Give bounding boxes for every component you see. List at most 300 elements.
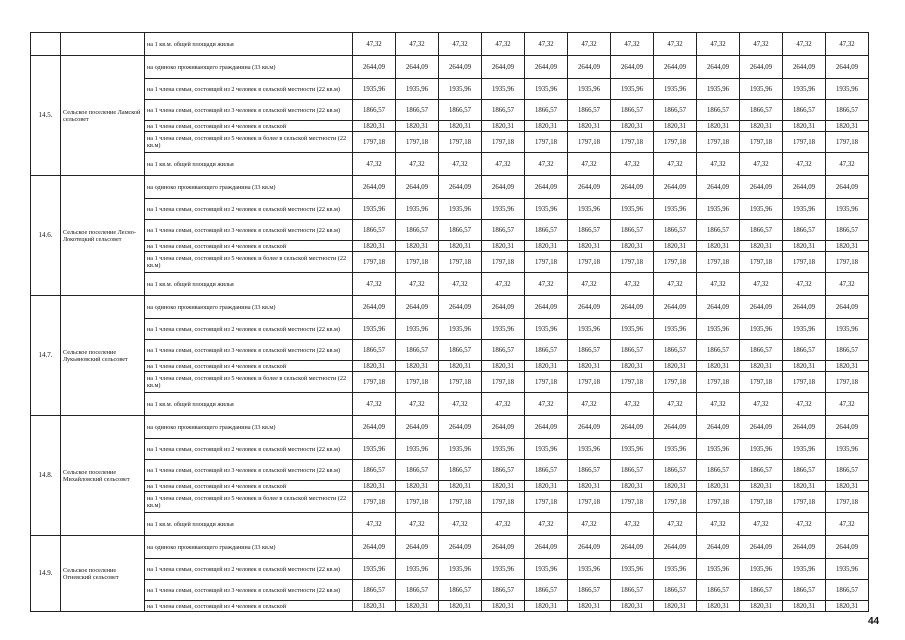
rate-value-cell: 1935,96: [783, 79, 826, 100]
settlement-name: Сельское поселение Лукьяновский сельсовет: [61, 296, 145, 416]
rate-value-cell: 1797,18: [740, 492, 783, 513]
rate-value-cell: 47,32: [525, 273, 568, 296]
rate-value-cell: 1797,18: [611, 492, 654, 513]
rate-value-cell: 1935,96: [439, 79, 482, 100]
rate-description: на 1 члена семьи, состоящей из 5 человек и более в сельской местности (22 кв.м): [145, 252, 353, 273]
rate-value-cell: 1935,96: [482, 199, 525, 220]
rate-value-cell: 47,32: [396, 33, 439, 56]
rate-value-cell: 47,32: [654, 273, 697, 296]
rate-value-cell: 47,32: [740, 153, 783, 176]
rate-value-cell: 1820,31: [826, 481, 869, 492]
table-row: [31, 220, 869, 241]
rate-value-cell: 1935,96: [654, 319, 697, 340]
rate-value-cell: 1797,18: [654, 132, 697, 153]
rate-value-cell: 2644,09: [654, 536, 697, 559]
rate-value-cell: 1820,31: [826, 361, 869, 372]
settlement-name: Сельское поселение Огневский сельсовет: [61, 536, 145, 612]
rate-description: на одиноко проживающего гражданина (33 кв.м): [145, 536, 353, 559]
rate-value-cell: 1935,96: [740, 199, 783, 220]
rate-value-cell: 1820,31: [740, 361, 783, 372]
rate-description: на 1 члена семьи, состоящей из 3 человек в сельской местности (22 кв.м): [145, 340, 353, 361]
rate-value-cell: 1935,96: [439, 199, 482, 220]
rate-value-cell: 1820,31: [697, 481, 740, 492]
rate-value-cell: 1820,31: [697, 601, 740, 612]
rate-description: на 1 члена семьи, состоящей из 3 человек в сельской местности (22 кв.м): [145, 220, 353, 241]
rate-value-cell: 47,32: [611, 33, 654, 56]
rate-value-cell: 1820,31: [697, 361, 740, 372]
rate-value-cell: 47,32: [826, 273, 869, 296]
rate-value-cell: 1797,18: [740, 132, 783, 153]
rate-value-cell: 1935,96: [826, 79, 869, 100]
rate-value-cell: 1935,96: [697, 199, 740, 220]
rate-value-cell: 1866,57: [482, 220, 525, 241]
rate-value-cell: 1820,31: [525, 361, 568, 372]
rate-value-cell: 1820,31: [396, 121, 439, 132]
rate-value-cell: 47,32: [396, 153, 439, 176]
rate-value-cell: 47,32: [740, 513, 783, 536]
rate-value-cell: 2644,09: [697, 416, 740, 439]
rate-value-cell: 2644,09: [396, 56, 439, 79]
rate-value-cell: 1797,18: [568, 252, 611, 273]
rate-value-cell: 1797,18: [525, 372, 568, 393]
rate-value-cell: 1820,31: [525, 481, 568, 492]
rate-value-cell: 47,32: [568, 33, 611, 56]
rate-value-cell: 1935,96: [697, 319, 740, 340]
table-row: [31, 416, 869, 439]
table-row: [31, 559, 869, 580]
rate-value-cell: 1820,31: [482, 361, 525, 372]
rate-description: на 1 члена семьи, состоящей из 4 человек в сельской: [145, 361, 353, 372]
rate-value-cell: 1866,57: [353, 220, 396, 241]
rate-description: на одиноко проживающего гражданина (33 кв.м): [145, 176, 353, 199]
rate-value-cell: 1820,31: [353, 121, 396, 132]
rate-value-cell: 1820,31: [525, 601, 568, 612]
rate-value-cell: 1935,96: [740, 79, 783, 100]
row-index: 14.9.: [31, 536, 61, 612]
rate-description: на одиноко проживающего гражданина (33 кв.м): [145, 56, 353, 79]
rate-value-cell: 1797,18: [826, 492, 869, 513]
rate-value-cell: 2644,09: [654, 296, 697, 319]
table-row: [31, 199, 869, 220]
rate-value-cell: 1820,31: [482, 601, 525, 612]
table-row: [31, 132, 869, 153]
rate-value-cell: 2644,09: [396, 176, 439, 199]
rate-value-cell: 1935,96: [568, 199, 611, 220]
rate-value-cell: 1820,31: [568, 361, 611, 372]
rate-value-cell: 1820,31: [353, 601, 396, 612]
rate-value-cell: 1866,57: [654, 100, 697, 121]
rate-value-cell: 1866,57: [353, 460, 396, 481]
rate-value-cell: 1797,18: [482, 132, 525, 153]
rate-value-cell: 1866,57: [482, 580, 525, 601]
rate-value-cell: 1866,57: [783, 340, 826, 361]
rate-description: на одиноко проживающего гражданина (33 кв.м): [145, 296, 353, 319]
rate-description: на 1 члена семьи, состоящей из 4 человек в сельской: [145, 241, 353, 252]
rate-value-cell: 1935,96: [525, 559, 568, 580]
settlement-name: Сельское поселение Михайловский сельсовет: [61, 416, 145, 536]
rate-value-cell: 1820,31: [783, 481, 826, 492]
table-row: [31, 439, 869, 460]
rate-value-cell: 47,32: [525, 513, 568, 536]
rate-value-cell: 1866,57: [740, 100, 783, 121]
rate-value-cell: 2644,09: [611, 56, 654, 79]
table-row: [31, 372, 869, 393]
rate-value-cell: 47,32: [783, 273, 826, 296]
rate-value-cell: 2644,09: [826, 56, 869, 79]
rate-value-cell: 1866,57: [740, 460, 783, 481]
rate-value-cell: 2644,09: [439, 296, 482, 319]
table-row: [31, 273, 869, 296]
table-row: [31, 319, 869, 340]
row-index: [31, 33, 61, 56]
rate-value-cell: 1866,57: [654, 340, 697, 361]
table-row: [31, 492, 869, 513]
rate-description: на одиноко проживающего гражданина (33 кв.м): [145, 416, 353, 439]
rate-value-cell: 1820,31: [654, 601, 697, 612]
rate-value-cell: 1935,96: [783, 319, 826, 340]
rate-value-cell: 1797,18: [697, 132, 740, 153]
settlement-name: Сельское поселение Ламской сельсовет: [61, 56, 145, 176]
rate-value-cell: 47,32: [439, 273, 482, 296]
rate-value-cell: 2644,09: [783, 416, 826, 439]
rate-value-cell: 1866,57: [611, 100, 654, 121]
rate-value-cell: 47,32: [826, 393, 869, 416]
rate-value-cell: 1820,31: [482, 121, 525, 132]
rate-value-cell: 2644,09: [697, 176, 740, 199]
rate-value-cell: 47,32: [482, 33, 525, 56]
rate-value-cell: 2644,09: [826, 296, 869, 319]
rate-value-cell: 1820,31: [740, 481, 783, 492]
rate-value-cell: 1797,18: [439, 252, 482, 273]
rate-value-cell: 47,32: [611, 273, 654, 296]
rate-value-cell: 2644,09: [783, 56, 826, 79]
table-row: [31, 241, 869, 252]
rate-value-cell: 1866,57: [439, 340, 482, 361]
rate-value-cell: 1797,18: [654, 372, 697, 393]
rate-value-cell: 1935,96: [439, 439, 482, 460]
rate-value-cell: 1820,31: [826, 121, 869, 132]
rate-value-cell: 47,32: [525, 393, 568, 416]
rate-value-cell: 1820,31: [611, 121, 654, 132]
rate-value-cell: 2644,09: [740, 56, 783, 79]
rate-description: на 1 члена семьи, состоящей из 4 человек в сельской: [145, 481, 353, 492]
rate-value-cell: 1935,96: [396, 199, 439, 220]
rate-value-cell: 47,32: [439, 153, 482, 176]
rate-value-cell: 1820,31: [439, 241, 482, 252]
rate-value-cell: 2644,09: [525, 536, 568, 559]
rate-value-cell: 1820,31: [353, 241, 396, 252]
rate-value-cell: 1820,31: [740, 121, 783, 132]
rate-value-cell: 2644,09: [525, 176, 568, 199]
rate-value-cell: 47,32: [697, 393, 740, 416]
table-row: [31, 580, 869, 601]
rate-value-cell: 1797,18: [482, 372, 525, 393]
rate-value-cell: 2644,09: [740, 176, 783, 199]
rate-value-cell: 47,32: [353, 273, 396, 296]
rate-value-cell: 47,32: [396, 273, 439, 296]
rate-value-cell: 47,32: [783, 153, 826, 176]
rate-value-cell: 1866,57: [568, 220, 611, 241]
rate-value-cell: 1866,57: [783, 220, 826, 241]
rate-value-cell: 47,32: [654, 153, 697, 176]
table-row: [31, 100, 869, 121]
rate-value-cell: 1820,31: [697, 241, 740, 252]
rate-value-cell: 2644,09: [482, 416, 525, 439]
table-row: [31, 33, 869, 56]
rate-value-cell: 1935,96: [654, 439, 697, 460]
rate-value-cell: 2644,09: [611, 176, 654, 199]
rate-value-cell: 1797,18: [439, 132, 482, 153]
rate-value-cell: 1866,57: [439, 100, 482, 121]
table-row: [31, 393, 869, 416]
rate-value-cell: 1935,96: [783, 439, 826, 460]
rate-value-cell: 1820,31: [482, 241, 525, 252]
rate-value-cell: 47,32: [654, 33, 697, 56]
rate-value-cell: 2644,09: [353, 416, 396, 439]
rate-value-cell: 2644,09: [783, 176, 826, 199]
rate-value-cell: 1935,96: [568, 79, 611, 100]
rate-value-cell: 1935,96: [396, 79, 439, 100]
rate-value-cell: 2644,09: [482, 56, 525, 79]
rate-value-cell: 47,32: [568, 513, 611, 536]
rate-value-cell: 47,32: [740, 393, 783, 416]
table-row: [31, 252, 869, 273]
rate-value-cell: 47,32: [568, 273, 611, 296]
rate-value-cell: 1866,57: [697, 100, 740, 121]
rate-value-cell: 2644,09: [482, 176, 525, 199]
rate-value-cell: 1820,31: [611, 241, 654, 252]
rate-value-cell: 1866,57: [783, 460, 826, 481]
rate-value-cell: 1935,96: [740, 319, 783, 340]
rate-value-cell: 1797,18: [611, 372, 654, 393]
rate-description: на 1 члена семьи, состоящей из 2 человек в сельской местности (22 кв.м): [145, 319, 353, 340]
rate-value-cell: 47,32: [697, 273, 740, 296]
rate-value-cell: 2644,09: [611, 536, 654, 559]
rate-value-cell: 1820,31: [826, 601, 869, 612]
rate-value-cell: 1797,18: [654, 252, 697, 273]
rate-value-cell: 1866,57: [611, 340, 654, 361]
rate-value-cell: 1935,96: [439, 319, 482, 340]
rate-value-cell: 1866,57: [353, 100, 396, 121]
rate-value-cell: 1866,57: [396, 580, 439, 601]
rate-value-cell: 47,32: [611, 513, 654, 536]
rate-value-cell: 47,32: [826, 513, 869, 536]
rate-value-cell: 1820,31: [654, 121, 697, 132]
rate-value-cell: 47,32: [525, 33, 568, 56]
rate-description: на 1 кв.м. общей площади жилья: [145, 273, 353, 296]
rate-value-cell: 2644,09: [740, 296, 783, 319]
rate-value-cell: 47,32: [439, 33, 482, 56]
rate-value-cell: 1866,57: [568, 460, 611, 481]
rate-value-cell: 1820,31: [740, 241, 783, 252]
rate-description: на 1 кв.м. общей площади жилья: [145, 393, 353, 416]
rate-description: на 1 члена семьи, состоящей из 2 человек в сельской местности (22 кв.м): [145, 439, 353, 460]
rate-value-cell: 1797,18: [525, 252, 568, 273]
rate-description: на 1 члена семьи, состоящей из 4 человек в сельской: [145, 121, 353, 132]
rate-value-cell: 2644,09: [783, 536, 826, 559]
rate-value-cell: 47,32: [697, 153, 740, 176]
rate-value-cell: 1935,96: [568, 559, 611, 580]
rate-value-cell: 1820,31: [654, 481, 697, 492]
rate-value-cell: 1820,31: [439, 601, 482, 612]
rate-value-cell: 47,32: [654, 393, 697, 416]
rate-value-cell: 1866,57: [697, 340, 740, 361]
rate-value-cell: 2644,09: [525, 416, 568, 439]
rate-value-cell: 1935,96: [439, 559, 482, 580]
rate-value-cell: 2644,09: [611, 416, 654, 439]
rate-value-cell: 1797,18: [783, 492, 826, 513]
rate-description: на 1 члена семьи, состоящей из 2 человек в сельской местности (22 кв.м): [145, 559, 353, 580]
rate-value-cell: 47,32: [826, 153, 869, 176]
rate-value-cell: 2644,09: [396, 536, 439, 559]
rate-value-cell: 1935,96: [611, 439, 654, 460]
rate-value-cell: 1935,96: [396, 439, 439, 460]
rate-value-cell: 2644,09: [353, 56, 396, 79]
rate-value-cell: 1797,18: [697, 492, 740, 513]
rate-value-cell: 47,32: [396, 513, 439, 536]
rate-value-cell: 1935,96: [353, 199, 396, 220]
rate-value-cell: 2644,09: [611, 296, 654, 319]
rate-value-cell: 1866,57: [826, 340, 869, 361]
rate-value-cell: 1866,57: [697, 460, 740, 481]
rate-value-cell: 1820,31: [525, 121, 568, 132]
rate-value-cell: 47,32: [482, 153, 525, 176]
rate-value-cell: 2644,09: [697, 536, 740, 559]
rate-value-cell: 47,32: [740, 33, 783, 56]
rate-value-cell: 1866,57: [439, 460, 482, 481]
rate-value-cell: 47,32: [568, 153, 611, 176]
rate-value-cell: 1866,57: [826, 220, 869, 241]
rate-value-cell: 1866,57: [697, 580, 740, 601]
table-row: [31, 79, 869, 100]
rate-value-cell: 47,32: [697, 33, 740, 56]
rate-value-cell: 1820,31: [611, 481, 654, 492]
row-index: 14.8.: [31, 416, 61, 536]
rate-value-cell: 1797,18: [740, 372, 783, 393]
rate-value-cell: 2644,09: [568, 536, 611, 559]
rate-value-cell: 1866,57: [525, 460, 568, 481]
rate-value-cell: 2644,09: [439, 416, 482, 439]
rate-value-cell: 47,32: [611, 393, 654, 416]
rate-value-cell: 2644,09: [396, 296, 439, 319]
rate-value-cell: 1866,57: [826, 460, 869, 481]
rate-value-cell: 1797,18: [697, 372, 740, 393]
rate-description: на 1 члена семьи, состоящей из 2 человек в сельской местности (22 кв.м): [145, 199, 353, 220]
rate-value-cell: 1797,18: [611, 132, 654, 153]
rate-value-cell: 1935,96: [826, 559, 869, 580]
rate-value-cell: 1866,57: [783, 100, 826, 121]
rate-value-cell: 2644,09: [826, 416, 869, 439]
rate-value-cell: 1820,31: [654, 241, 697, 252]
rate-value-cell: 1797,18: [396, 252, 439, 273]
table-row: [31, 601, 869, 612]
table-row: [31, 460, 869, 481]
rate-value-cell: 2644,09: [697, 296, 740, 319]
rate-value-cell: 2644,09: [525, 56, 568, 79]
rate-value-cell: 1935,96: [568, 319, 611, 340]
rate-value-cell: 1820,31: [396, 481, 439, 492]
rate-value-cell: 47,32: [525, 153, 568, 176]
rate-value-cell: 1935,96: [611, 199, 654, 220]
rate-value-cell: 47,32: [353, 393, 396, 416]
rate-value-cell: 1866,57: [697, 220, 740, 241]
rate-value-cell: 1866,57: [353, 580, 396, 601]
table-row: [31, 296, 869, 319]
rate-description: на 1 члена семьи, состоящей из 5 человек и более в сельской местности (22 кв.м): [145, 492, 353, 513]
rate-value-cell: 1797,18: [353, 372, 396, 393]
rate-value-cell: 1866,57: [482, 460, 525, 481]
table-row: [31, 176, 869, 199]
rate-value-cell: 1866,57: [783, 580, 826, 601]
rate-value-cell: 1935,96: [740, 559, 783, 580]
table-row: [31, 121, 869, 132]
rate-value-cell: 1935,96: [654, 559, 697, 580]
rate-value-cell: 1797,18: [697, 252, 740, 273]
rate-value-cell: 1935,96: [697, 439, 740, 460]
rate-value-cell: 1935,96: [611, 79, 654, 100]
rate-value-cell: 1866,57: [611, 460, 654, 481]
rate-description: на 1 кв.м. общей площади жилья: [145, 33, 353, 56]
rate-value-cell: 1797,18: [783, 252, 826, 273]
row-index: 14.5.: [31, 56, 61, 176]
rate-value-cell: 1866,57: [740, 580, 783, 601]
rate-value-cell: 2644,09: [654, 416, 697, 439]
rate-value-cell: 2644,09: [826, 536, 869, 559]
rate-value-cell: 2644,09: [568, 176, 611, 199]
rate-value-cell: 1820,31: [568, 481, 611, 492]
rate-value-cell: 2644,09: [439, 536, 482, 559]
rate-value-cell: 2644,09: [783, 296, 826, 319]
rate-value-cell: 1797,18: [740, 252, 783, 273]
rate-value-cell: 1935,96: [353, 319, 396, 340]
rate-value-cell: 1935,96: [568, 439, 611, 460]
rate-value-cell: 1820,31: [439, 361, 482, 372]
rate-value-cell: 1866,57: [568, 100, 611, 121]
rate-value-cell: 47,32: [654, 513, 697, 536]
rate-value-cell: 1866,57: [525, 220, 568, 241]
rate-value-cell: 1820,31: [654, 361, 697, 372]
rate-value-cell: 1866,57: [826, 100, 869, 121]
rate-value-cell: 1935,96: [482, 319, 525, 340]
rate-value-cell: 1820,31: [783, 361, 826, 372]
rate-description: на 1 члена семьи, состоящей из 3 человек в сельской местности (22 кв.м): [145, 460, 353, 481]
rate-value-cell: 1820,31: [568, 241, 611, 252]
rate-value-cell: 1866,57: [740, 220, 783, 241]
rate-value-cell: 1797,18: [396, 132, 439, 153]
rate-value-cell: 1935,96: [525, 199, 568, 220]
table-row: [31, 481, 869, 492]
rate-value-cell: 2644,09: [525, 296, 568, 319]
rate-value-cell: 47,32: [568, 393, 611, 416]
rate-value-cell: 1820,31: [783, 241, 826, 252]
rate-value-cell: 1935,96: [353, 439, 396, 460]
rate-value-cell: 1820,31: [439, 481, 482, 492]
rate-value-cell: 1935,96: [482, 79, 525, 100]
rate-value-cell: 47,32: [482, 273, 525, 296]
rate-value-cell: 1935,96: [740, 439, 783, 460]
rate-description: на 1 члена семьи, состоящей из 3 человек в сельской местности (22 кв.м): [145, 100, 353, 121]
rate-value-cell: 2644,09: [353, 536, 396, 559]
rates-table-body: [31, 33, 869, 612]
rate-value-cell: 1797,18: [525, 492, 568, 513]
rate-value-cell: 47,32: [396, 393, 439, 416]
rate-value-cell: 1935,96: [396, 319, 439, 340]
rate-value-cell: 47,32: [482, 513, 525, 536]
rate-value-cell: 1797,18: [439, 372, 482, 393]
rate-value-cell: 2644,09: [568, 56, 611, 79]
rate-value-cell: 2644,09: [568, 416, 611, 439]
rate-value-cell: 2644,09: [353, 296, 396, 319]
